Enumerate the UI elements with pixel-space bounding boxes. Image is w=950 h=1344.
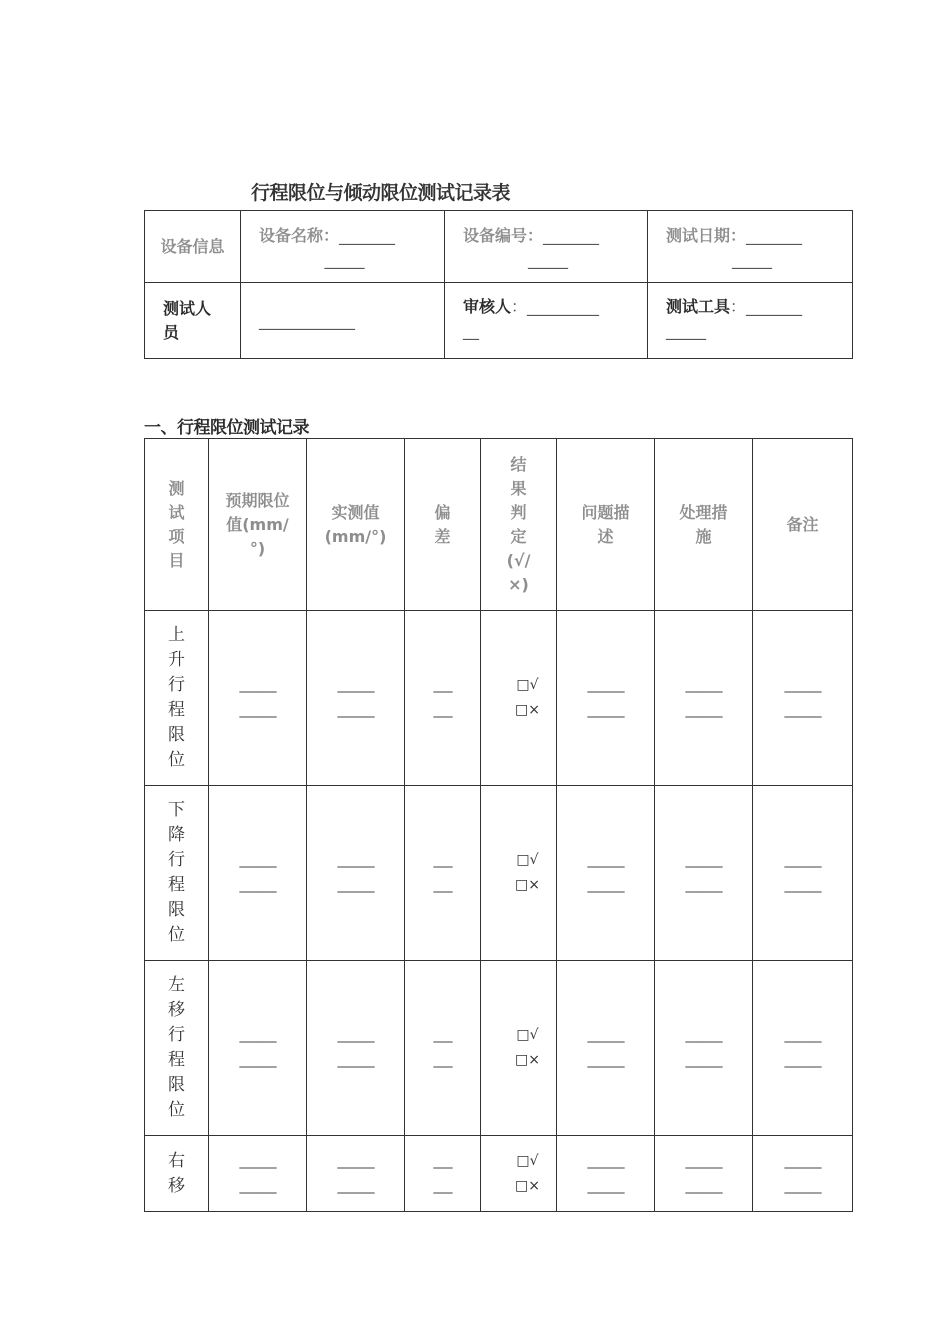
device-info-table xyxy=(144,210,853,359)
device-name-line1[interactable]: _______ xyxy=(339,225,396,245)
tool-label: 测试工具 xyxy=(666,297,731,316)
test-item-char: 位 xyxy=(168,1100,185,1120)
test-item-char: 下 xyxy=(168,800,185,820)
result-cell xyxy=(481,961,557,1136)
problem-desc-cell[interactable] xyxy=(557,611,655,786)
measured-value-cell[interactable] xyxy=(307,611,405,786)
fill-line[interactable]: ___ xyxy=(433,677,452,693)
fill-line[interactable]: ______ xyxy=(337,677,374,693)
header-result: 结果判定(√/×) xyxy=(481,439,557,611)
expected-limit-cell[interactable] xyxy=(209,786,307,961)
fill-line[interactable]: ______ xyxy=(784,1177,821,1194)
remark-cell[interactable] xyxy=(753,611,853,786)
test-item-char: 右 xyxy=(168,1150,185,1171)
test-item-char: 左 xyxy=(168,975,185,995)
test-item-char: 位 xyxy=(168,750,185,770)
fill-line[interactable]: ______ xyxy=(239,1152,276,1169)
test-item-char: 限 xyxy=(168,725,185,745)
test-item-cell xyxy=(145,786,209,961)
expected-limit-cell[interactable] xyxy=(209,961,307,1136)
fill-line[interactable]: ______ xyxy=(587,1027,624,1043)
fill-line[interactable]: ______ xyxy=(587,1052,624,1068)
test-item-char: 程 xyxy=(168,700,185,720)
remark-cell[interactable] xyxy=(753,786,853,961)
test-item-char: 限 xyxy=(168,1075,185,1095)
device-info-label: 设备信息 xyxy=(160,236,225,256)
header-deviation: 偏差 xyxy=(405,439,481,611)
tester-label: 测试人员 xyxy=(163,298,212,342)
deviation-cell[interactable] xyxy=(405,961,481,1136)
travel-limit-record-table xyxy=(144,438,853,1212)
fill-line[interactable]: ______ xyxy=(337,1152,374,1169)
device-name-cell[interactable] xyxy=(241,211,445,283)
test-item-cell xyxy=(145,1136,209,1212)
header-test-item: 测试项目 xyxy=(145,439,209,611)
header-action: 处理措施 xyxy=(655,439,753,611)
remark-cell[interactable] xyxy=(753,1136,853,1212)
expected-limit-cell[interactable] xyxy=(209,611,307,786)
remark-cell[interactable] xyxy=(753,961,853,1136)
fill-line[interactable]: ______ xyxy=(239,852,276,868)
tester-value[interactable]: ____________ xyxy=(259,311,355,330)
fill-line[interactable]: ______ xyxy=(239,1177,276,1194)
test-date-cell[interactable] xyxy=(648,211,853,283)
pass-checkbox[interactable]: □√ xyxy=(516,1027,539,1043)
fill-line[interactable]: ______ xyxy=(685,1027,722,1043)
fail-checkbox[interactable]: □× xyxy=(515,877,540,893)
test-item-char: 行 xyxy=(168,1025,185,1045)
table-row xyxy=(145,786,853,961)
measured-value-cell[interactable] xyxy=(307,961,405,1136)
reviewer-cell[interactable] xyxy=(445,283,648,359)
fill-line[interactable]: ______ xyxy=(337,702,374,718)
fill-line[interactable]: ______ xyxy=(239,677,276,693)
table-row xyxy=(145,961,853,1136)
reviewer-line2[interactable]: __ xyxy=(463,321,479,340)
fill-line[interactable]: ______ xyxy=(685,1052,722,1068)
test-item-char: 程 xyxy=(168,1050,185,1070)
header-remark: 备注 xyxy=(753,439,853,611)
fill-line[interactable]: ______ xyxy=(685,877,722,893)
tool-line1[interactable]: _______ xyxy=(746,297,803,316)
fill-line[interactable]: ___ xyxy=(433,1152,452,1169)
deviation-cell[interactable] xyxy=(405,611,481,786)
result-cell xyxy=(481,786,557,961)
tester-value-cell[interactable] xyxy=(241,283,445,359)
fill-line[interactable]: ______ xyxy=(239,702,276,718)
fill-line[interactable]: ______ xyxy=(337,1052,374,1068)
fill-line[interactable]: ______ xyxy=(587,1152,624,1169)
deviation-cell[interactable] xyxy=(405,1136,481,1212)
action-cell[interactable] xyxy=(655,961,753,1136)
fill-line[interactable]: ___ xyxy=(433,702,452,718)
fill-line[interactable]: ______ xyxy=(587,1177,624,1194)
fill-line[interactable]: ______ xyxy=(685,1152,722,1169)
fill-line[interactable]: ______ xyxy=(587,877,624,893)
test-item-cell xyxy=(145,961,209,1136)
document-title: 行程限位与倾动限位测试记录表 xyxy=(251,182,511,204)
fill-line[interactable]: ___ xyxy=(433,1177,452,1194)
tester-label-cell xyxy=(145,283,241,359)
pass-checkbox[interactable]: □√ xyxy=(516,1152,539,1169)
fill-line[interactable]: ______ xyxy=(784,852,821,868)
problem-desc-cell[interactable] xyxy=(557,1136,655,1212)
result-cell xyxy=(481,1136,557,1212)
fill-line[interactable]: ______ xyxy=(784,1152,821,1169)
table-row xyxy=(145,611,853,786)
fill-line[interactable]: ___ xyxy=(433,1027,452,1043)
fill-line[interactable]: ______ xyxy=(685,702,722,718)
fill-line[interactable]: ______ xyxy=(587,852,624,868)
test-item-char: 移 xyxy=(168,1175,185,1196)
fill-line[interactable]: ______ xyxy=(337,1027,374,1043)
fill-line[interactable]: ______ xyxy=(587,702,624,718)
test-item-char: 限 xyxy=(168,900,185,920)
fill-line[interactable]: ______ xyxy=(587,677,624,693)
section-title: 一、行程限位测试记录 xyxy=(144,418,309,438)
device-no-line1[interactable]: _______ xyxy=(543,225,600,245)
test-item-char: 上 xyxy=(168,625,185,645)
fill-line[interactable]: ______ xyxy=(239,877,276,893)
fill-line[interactable]: ___ xyxy=(433,877,452,893)
device-name-label: 设备名称： xyxy=(259,225,340,245)
fill-line[interactable]: ______ xyxy=(784,702,821,718)
test-item-char: 位 xyxy=(168,925,185,945)
device-no-line2[interactable]: _____ xyxy=(528,249,568,269)
problem-desc-cell[interactable] xyxy=(557,786,655,961)
action-cell[interactable] xyxy=(655,1136,753,1212)
test-item-char: 行 xyxy=(168,675,185,695)
pass-checkbox[interactable]: □√ xyxy=(516,677,539,693)
result-cell xyxy=(481,611,557,786)
fill-line[interactable]: ______ xyxy=(337,1177,374,1194)
deviation-cell[interactable] xyxy=(405,786,481,961)
measured-value-cell[interactable] xyxy=(307,786,405,961)
test-item-char: 降 xyxy=(168,825,185,845)
fill-line[interactable]: ______ xyxy=(685,852,722,868)
fill-line[interactable]: ______ xyxy=(784,1052,821,1068)
fail-checkbox[interactable]: □× xyxy=(515,702,540,718)
tool-colon: ： xyxy=(730,297,747,316)
device-info-label-cell xyxy=(145,211,241,283)
fail-checkbox[interactable]: □× xyxy=(515,1177,540,1194)
tool-line2[interactable]: _____ xyxy=(666,321,706,340)
fill-line[interactable]: ______ xyxy=(239,1027,276,1043)
tool-cell[interactable] xyxy=(648,283,853,359)
fail-checkbox[interactable]: □× xyxy=(515,1052,540,1068)
fill-line[interactable]: ___ xyxy=(433,852,452,868)
test-date-line1[interactable]: _______ xyxy=(746,225,803,245)
action-cell[interactable] xyxy=(655,786,753,961)
test-date-line2[interactable]: _____ xyxy=(732,249,772,269)
header-problem-desc: 问题描述 xyxy=(557,439,655,611)
fill-line[interactable]: ______ xyxy=(239,1052,276,1068)
action-cell[interactable] xyxy=(655,611,753,786)
fill-line[interactable]: ______ xyxy=(337,877,374,893)
test-item-cell xyxy=(145,611,209,786)
problem-desc-cell[interactable] xyxy=(557,961,655,1136)
fill-line[interactable]: ______ xyxy=(784,877,821,893)
test-item-char: 升 xyxy=(168,650,185,670)
header-expected-limit: 预期限位值(mm/°) xyxy=(209,439,307,611)
reviewer-label: 审核人 xyxy=(463,297,512,316)
pass-checkbox[interactable]: □√ xyxy=(516,852,539,868)
measured-value-cell[interactable] xyxy=(307,1136,405,1212)
device-name-line2[interactable]: _____ xyxy=(324,249,365,269)
test-date-label: 测试日期： xyxy=(666,225,747,245)
fill-line[interactable]: ______ xyxy=(685,1177,722,1194)
test-item-char: 移 xyxy=(168,1000,185,1020)
fill-line[interactable]: ______ xyxy=(337,852,374,868)
reviewer-colon: ： xyxy=(511,297,528,316)
header-measured-value: 实测值(mm/°) xyxy=(307,439,405,611)
fill-line[interactable]: ______ xyxy=(784,677,821,693)
test-item-char: 程 xyxy=(168,875,185,895)
reviewer-line1[interactable]: _________ xyxy=(527,297,600,316)
fill-line[interactable]: ______ xyxy=(685,677,722,693)
table-row xyxy=(145,1136,853,1212)
device-no-label: 设备编号： xyxy=(463,225,544,245)
expected-limit-cell[interactable] xyxy=(209,1136,307,1212)
fill-line[interactable]: ___ xyxy=(433,1052,452,1068)
test-item-char: 行 xyxy=(168,850,185,870)
fill-line[interactable]: ______ xyxy=(784,1027,821,1043)
device-no-cell[interactable] xyxy=(445,211,648,283)
